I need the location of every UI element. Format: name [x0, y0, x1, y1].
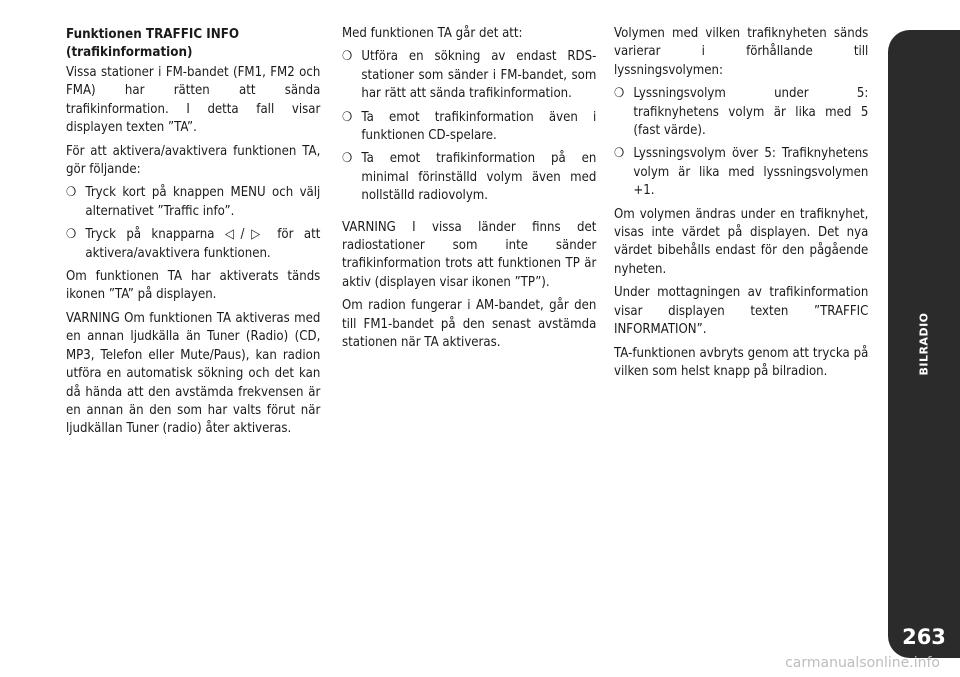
list-item-text: Tryck kort på knappen MENU och välj alternativet ”Traffic info”.: [85, 185, 321, 219]
paragraph: Vissa stationer i FM-bandet (FM1, FM2 och FMA) har rätten att sända trafikinformation. I detta fall visar displayen texten ”TA”.: [66, 65, 321, 136]
bullet-icon: ❍: [614, 86, 625, 102]
paragraph: Under mottagningen av trafikinformation visar displayen texten ”TRAFFIC INFORMATION”.: [614, 285, 869, 338]
bullet-icon: ❍: [342, 151, 353, 167]
warning-paragraph: VARNING Om funktionen TA aktiveras med en annan ljudkälla än Tuner (Radio) (CD, MP3, Telefon eller Mute/Paus), kan radion utföra en automatisk sökning och det kan då hända att den avstämda frekvensen är en annan än den som har valts förut när ljudkällan Tuner (radio) åter aktiveras.: [66, 310, 321, 437]
page-number: 263: [902, 625, 946, 649]
list-item: [342, 150, 596, 205]
paragraph: Om volymen ändras under en trafiknyhet, visas inte värdet på displayen. Det nya värdet bibehålls endast för den pågående nyheten.: [614, 206, 869, 277]
list-item: [614, 145, 868, 200]
paragraph: För att aktivera/avaktivera funktionen TA, gör följande:: [66, 143, 321, 178]
bullet-list: [66, 184, 320, 263]
bullet-icon: ❍: [614, 146, 625, 162]
column-2: [342, 25, 596, 358]
list-item-text: Lyssningsvolym under 5: trafiknyhetens volym är lika med 5 (fast värde).: [633, 86, 869, 139]
bullet-icon: ❍: [66, 185, 77, 201]
list-item-text: Ta emot trafikinformation även i funktionen CD-spelare.: [361, 109, 597, 144]
section-title-line-1: Funktionen TRAFFIC INFO: [66, 26, 240, 42]
paragraph: Om funktionen TA har aktiverats tänds ikonen ”TA” på displayen.: [66, 269, 321, 303]
warning-paragraph: VARNING I vissa länder finns det radiostationer som inte sänder trafikinformation trots att funktionen TP är aktiv (displayen visar ikonen ”TP”).: [342, 219, 597, 290]
list-item-text: Tryck på knapparna ◁/▷ för att aktivera/avaktivera funktionen.: [85, 227, 321, 261]
section-title-line-2: (trafikinformation): [66, 44, 193, 60]
list-item: [66, 184, 320, 221]
list-item: [342, 109, 596, 146]
bullet-icon: ❍: [66, 227, 77, 243]
paragraph: Med funktionen TA går det att:: [342, 26, 523, 41]
section-title: [66, 25, 320, 61]
column-3: [614, 25, 868, 386]
list-item-text: Ta emot trafikinformation på en minimal förinställd volym även med nollställd radiovolym.: [361, 151, 597, 204]
bullet-icon: ❍: [342, 109, 353, 125]
list-item-text: Lyssningsvolym över 5: Trafiknyhetens volym är lika med lyssningsvolymen +1.: [633, 146, 869, 199]
paragraph: TA-funktionen avbryts genom att trycka på vilken som helst knapp på bilradion.: [614, 345, 869, 379]
list-item: [66, 226, 320, 263]
chapter-side-tab: [888, 30, 960, 658]
list-item-text: Utföra en sökning av endast RDS-stationer som sänder i FM-bandet, som har rätt att sända trafikinformation.: [361, 49, 597, 102]
paragraph: Om radion fungerar i AM-bandet, går den till FM1-bandet på den senast avstämda stationen när TA aktiveras.: [342, 298, 597, 351]
bullet-list: [342, 48, 596, 205]
bullet-icon: ❍: [342, 49, 353, 65]
list-item: [342, 48, 596, 103]
list-item: [614, 85, 868, 140]
column-1: [66, 25, 320, 444]
chapter-label: BILRADIO: [917, 312, 931, 376]
bullet-list: [614, 85, 868, 200]
paragraph: Volymen med vilken trafiknyheten sänds varierar i förhållande till lyssningsvolymen:: [614, 26, 869, 78]
watermark: carmanualsonline.info: [785, 655, 940, 671]
